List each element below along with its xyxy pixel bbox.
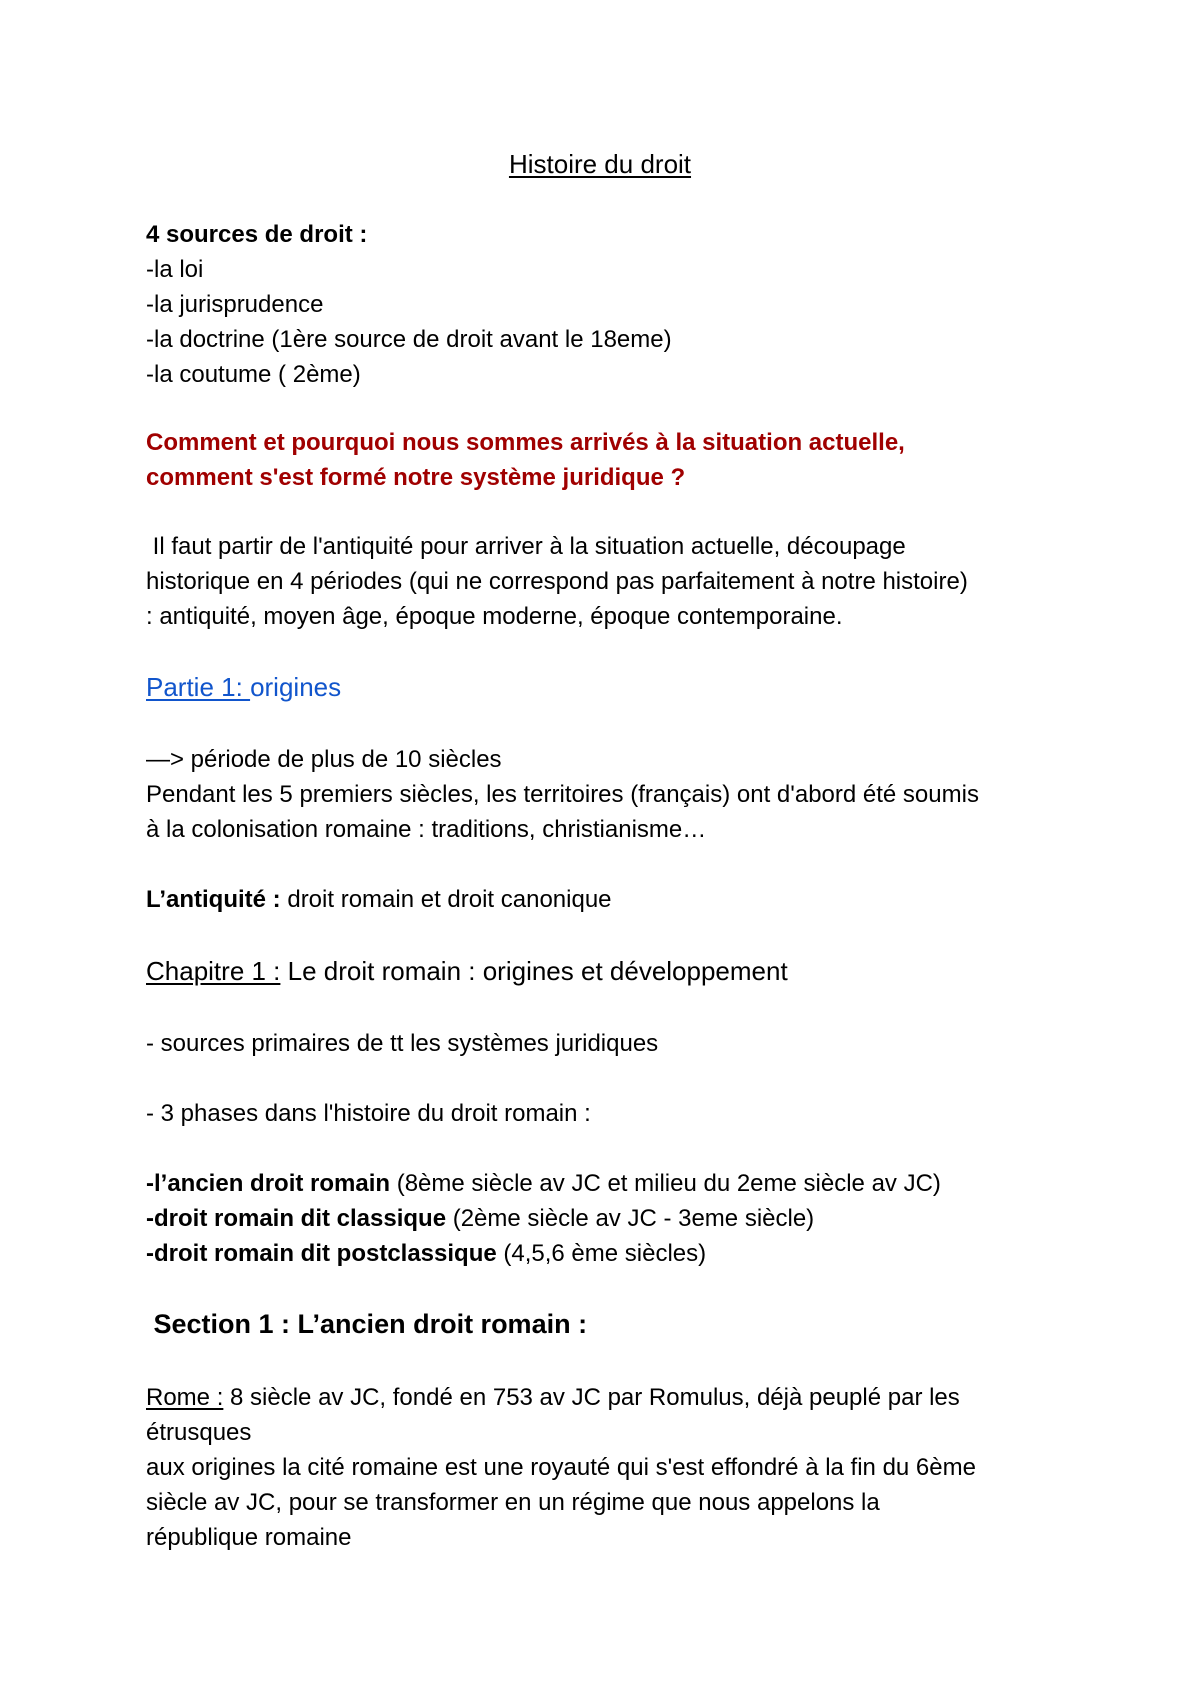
- intro-line: : antiquité, moyen âge, époque moderne, époque contemporaine.: [146, 603, 843, 630]
- partie-heading: [146, 670, 341, 704]
- antiquite-line: [146, 883, 612, 917]
- page-title: Histoire du droit: [508, 149, 692, 179]
- partie-text: origines: [250, 672, 342, 702]
- phase-item: [146, 1237, 706, 1271]
- phase-item: [146, 1202, 814, 1236]
- rome-label: Rome :: [146, 1384, 224, 1411]
- partie-label: Partie 1:: [146, 672, 251, 702]
- rome-line: république romaine: [146, 1524, 352, 1551]
- rome-text: 8 siècle av JC, fondé en 753 av JC par Romulus, déjà peuplé par les: [223, 1384, 960, 1411]
- periode-line: Pendant les 5 premiers siècles, les territoires (français) ont d'abord été soumis: [146, 781, 979, 808]
- rome-line: aux origines la cité romaine est une royauté qui s'est effondré à la fin du 6ème: [146, 1454, 976, 1481]
- phase-text: (8ème siècle av JC et milieu du 2eme siècle av JC): [390, 1170, 941, 1197]
- phase-label: -droit romain dit classique: [146, 1205, 447, 1232]
- phases-intro: - 3 phases dans l'histoire du droit romain :: [146, 1100, 591, 1127]
- phase-item: [146, 1167, 941, 1201]
- sources-heading: 4 sources de droit :: [146, 221, 368, 248]
- chapitre-label: Chapitre 1 :: [146, 956, 281, 986]
- antiquite-label: L’antiquité :: [146, 886, 281, 913]
- source-item: -la jurisprudence: [146, 291, 324, 318]
- phase-text: (4,5,6 ème siècles): [496, 1240, 707, 1267]
- sources-primaires-line: - sources primaires de tt les systèmes juridiques: [146, 1030, 659, 1057]
- source-item: -la coutume ( 2ème): [146, 361, 361, 388]
- phase-text: (2ème siècle av JC - 3eme siècle): [446, 1205, 815, 1232]
- rome-line: [146, 1381, 960, 1415]
- rome-line: étrusques: [146, 1419, 252, 1446]
- antiquite-text: droit romain et droit canonique: [280, 886, 612, 913]
- source-item: -la doctrine (1ère source de droit avant le 18eme): [146, 326, 672, 353]
- rome-line: siècle av JC, pour se transformer en un régime que nous appelons la: [146, 1489, 880, 1516]
- intro-line: historique en 4 périodes (qui ne correspond pas parfaitement à notre histoire): [146, 568, 968, 595]
- section-heading: Section 1 : L’ancien droit romain :: [146, 1309, 588, 1339]
- chapitre-text: Le droit romain : origines et développement: [280, 956, 788, 986]
- question-line: comment s'est formé notre système juridique ?: [146, 464, 686, 491]
- chapitre-heading: [146, 954, 788, 988]
- phase-label: -droit romain dit postclassique: [146, 1240, 497, 1267]
- periode-line: —> période de plus de 10 siècles: [146, 746, 502, 773]
- phase-label: -l’ancien droit romain: [146, 1170, 391, 1197]
- intro-line: Il faut partir de l'antiquité pour arriver à la situation actuelle, découpage: [146, 533, 906, 560]
- source-item: -la loi: [146, 256, 204, 283]
- question-line: Comment et pourquoi nous sommes arrivés à la situation actuelle,: [146, 429, 905, 456]
- periode-line: à la colonisation romaine : traditions, christianisme…: [146, 816, 707, 843]
